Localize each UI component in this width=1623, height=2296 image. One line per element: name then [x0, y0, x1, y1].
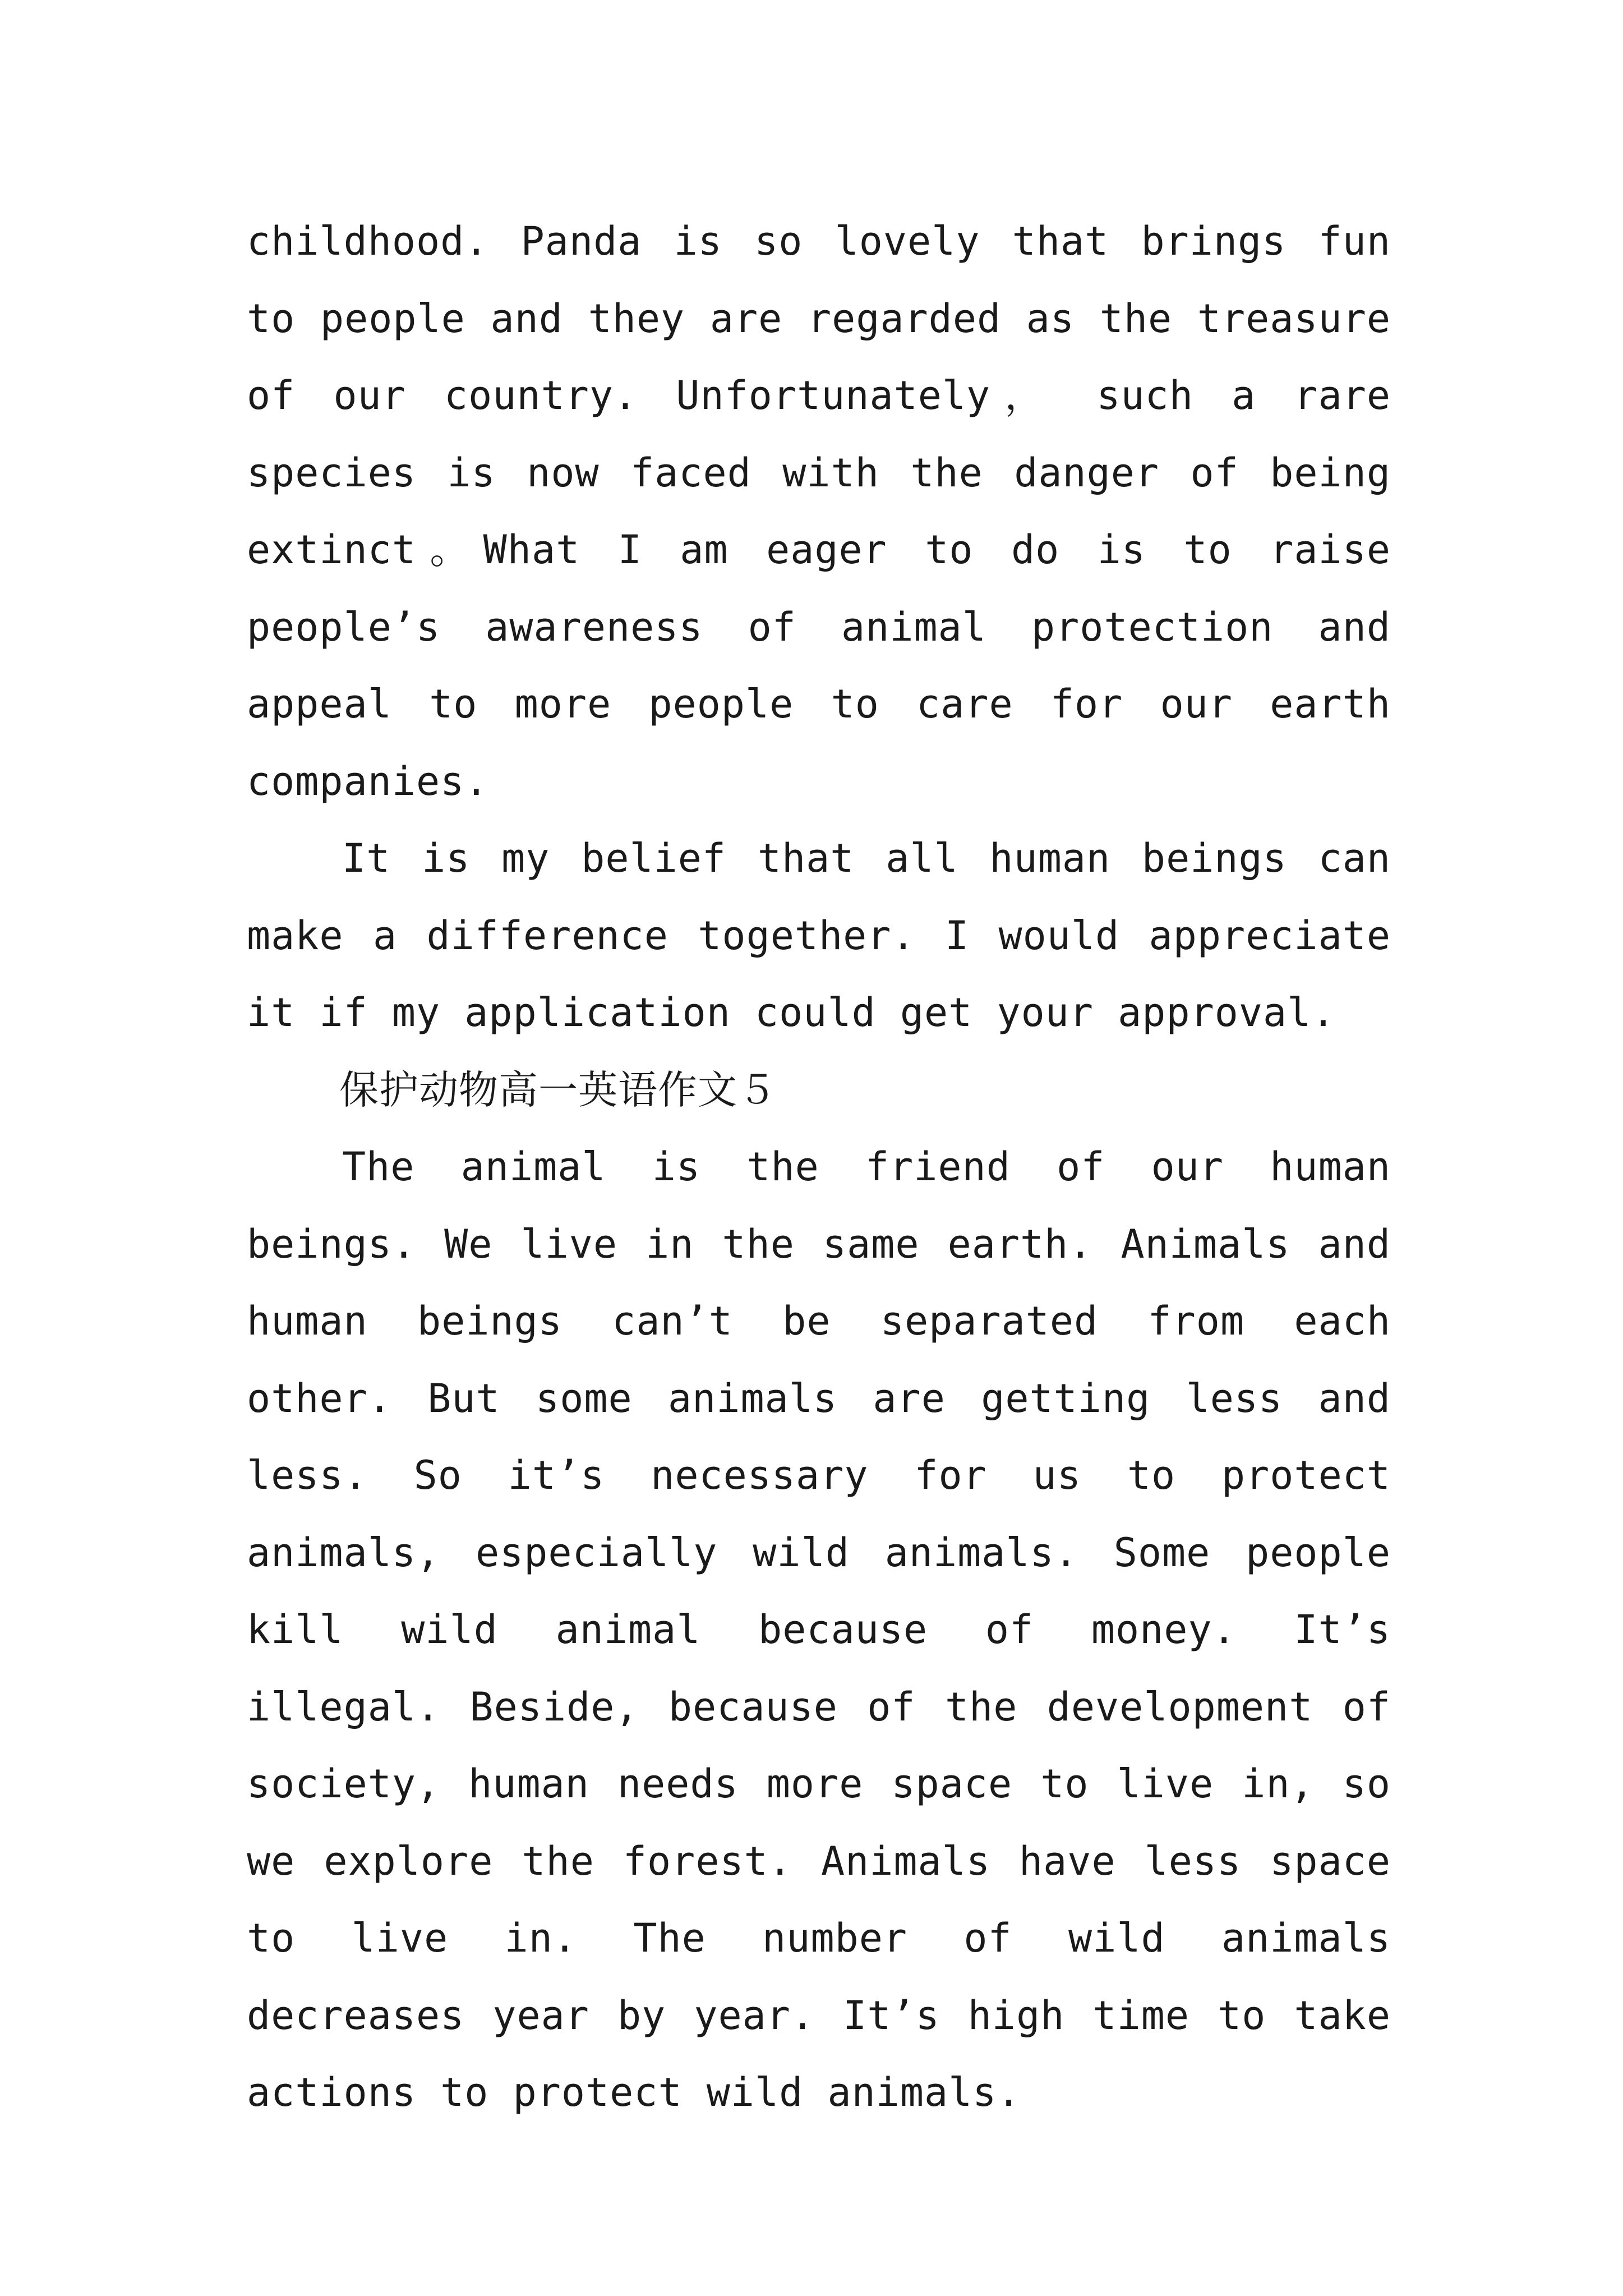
paragraph-childhood: childhood. Panda is so lovely that brings fun to people and they are regarded as the treasure of our country. Unfortunately， such a rare species is now faced with the danger of being extinct。What I am eager to do is to raise people’s awareness of animal protection and appeal to more people to care for our earth companies. — [247, 218, 1391, 804]
section-heading: 保护动物高一英语作文５ — [339, 1066, 777, 1113]
paragraph-animal-friend: The animal is the friend of our human beings. We live in the same earth. Animals and human beings can’t be separated from each other. But some animals are getting less and less. So it’s necessary for us to protect animals, especially wild animals. Some people kill wild animal because of money. It’s illegal. Beside, because of the development of society, human needs more space to live in, so we explore the forest. Animals have less space to live in. The number of wild animals decreases year by year. It’s high time to take actions to protect wild animals. — [247, 1144, 1391, 2115]
paragraph-belief: It is my belief that all human beings can make a difference together. I would appreciate it if my application could get your approval. — [247, 835, 1391, 1036]
document-body — [247, 203, 1391, 2132]
